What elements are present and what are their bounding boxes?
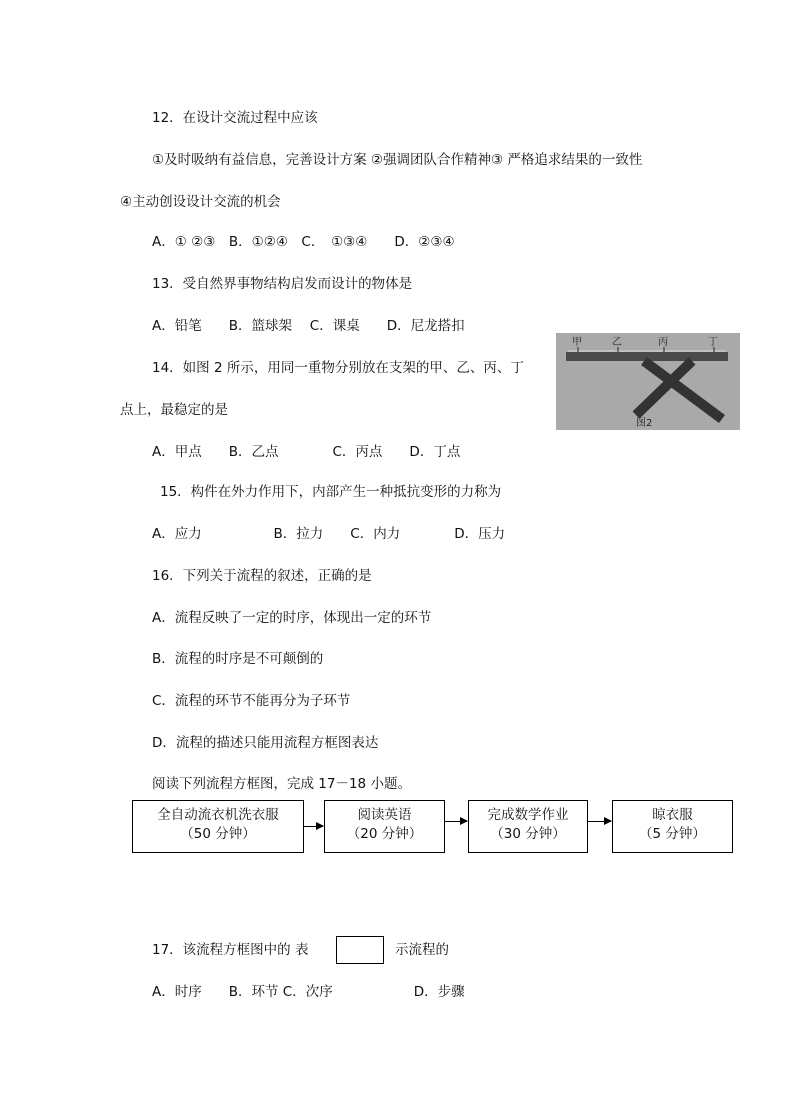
label-jia: 甲: [572, 337, 582, 348]
label-yi: 乙: [612, 337, 622, 348]
q12-items-line1: ①及时吸纳有益信息，完善设计方案 ②强调团队合作精神③ 严格追求结果的一致性: [152, 152, 643, 168]
flow-step-read-english: [324, 800, 445, 853]
q16-stem: 16．下列关于流程的叙述，正确的是: [152, 568, 372, 584]
q15-options: A．应力 B．拉力 C．内力 D．压力: [152, 526, 506, 542]
empty-box-symbol: [336, 936, 384, 964]
flow-arrow: [445, 821, 467, 822]
q16-option-d: D．流程的描述只能用流程方框图表达: [152, 735, 379, 751]
flow-arrow: [588, 821, 611, 822]
q16-option-c: C．流程的环节不能再分为子环节: [152, 693, 351, 709]
q12-options: A．① ②③ B．①②④ C． ①③④ D．②③④: [152, 234, 455, 250]
flowchart-intro: 阅读下列流程方框图，完成 17－18 小题。: [152, 776, 411, 792]
flow-step-name: 全自动流衣机洗衣服: [157, 807, 279, 823]
figure-2-bracket-photo: [556, 333, 740, 430]
q16-option-a: A．流程反映了一定的时序，体现出一定的环节: [152, 610, 432, 626]
q14-options: A．甲点 B．乙点 C．丙点 D．丁点: [152, 444, 461, 460]
label-ding: 丁: [708, 337, 718, 348]
flow-step-dry-clothes: [612, 800, 733, 853]
flow-arrow: [304, 826, 323, 827]
flow-step-time: （5 分钟）: [639, 826, 706, 842]
flow-step-name: 晾衣服: [652, 807, 693, 823]
q13-stem: 13．受自然界事物结构启发而设计的物体是: [152, 276, 413, 292]
q15-stem: 15．构件在外力作用下，内部产生一种抵抗变形的力称为: [160, 484, 502, 500]
figure-caption: 图2: [636, 418, 653, 429]
flow-step-time: （50 分钟）: [180, 826, 256, 842]
q17-options: A．时序 B．环节 C．次序 D．步骤: [152, 984, 465, 1000]
flow-step-time: （30 分钟）: [490, 826, 566, 842]
q12-stem: 12．在设计交流过程中应该: [152, 110, 318, 126]
flow-step-name: 完成数学作业: [487, 807, 569, 823]
flow-step-name: 阅读英语: [357, 807, 412, 823]
q14-stem-line1: 14．如图 2 所示，用同一重物分别放在支架的甲、乙、丙、丁: [152, 360, 524, 376]
flow-step-math-homework: [468, 800, 588, 853]
q17-stem-after: 示流程的: [395, 942, 449, 958]
q13-options: A．铅笔 B．篮球架 C．课桌 D．尼龙搭扣: [152, 318, 465, 334]
q14-stem-line2: 点上，最稳定的是: [120, 402, 228, 418]
q12-items-line2: ④主动创设设计交流的机会: [120, 194, 281, 210]
q16-option-b: B．流程的时序是不可颠倒的: [152, 651, 324, 667]
label-bing: 丙: [658, 337, 668, 348]
q17-stem-before: 17．该流程方框图中的 表: [152, 942, 309, 958]
bracket-figure: [556, 333, 740, 430]
flow-step-wash: [132, 800, 304, 853]
flow-step-time: （20 分钟）: [346, 826, 423, 842]
